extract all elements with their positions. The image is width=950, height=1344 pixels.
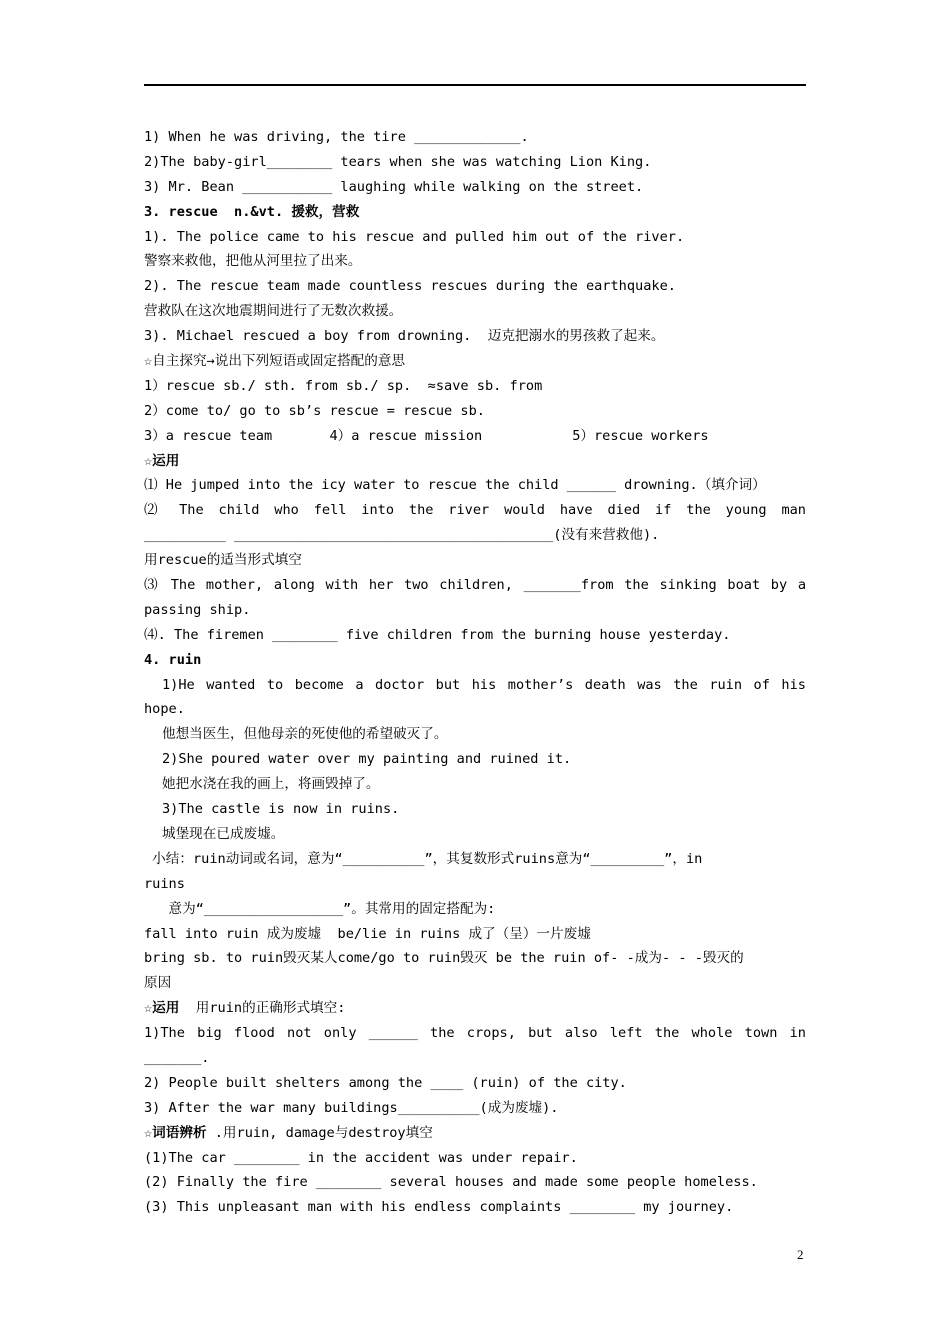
text-line: bring sb. to ruin毁灭某人come/go to ruin毁灭 be the ruin of- -成为- - -毁灭的	[144, 950, 744, 967]
text-line: 1)The big flood not only ______ the crops, but also left the whole town in	[144, 1025, 806, 1042]
text-line: 他想当医生，但他母亲的死使他的希望破灭了。	[162, 726, 448, 743]
text-line: (3) This unpleasant man with his endless complaints ________ my journey.	[144, 1199, 734, 1216]
text-line: 2）come to/ go to sb’s rescue = rescue sb.	[144, 402, 485, 419]
text-line: 城堡现在已成废墟。	[162, 825, 285, 842]
text-line: hope.	[144, 701, 185, 718]
text-line: 用rescue的适当形式填空	[144, 552, 302, 569]
text-line: ☆词语辨析 .用ruin, damage与destroy填空	[144, 1124, 433, 1141]
text-line: _______.	[144, 1049, 210, 1066]
text-line: ⑵ The child who fell into the river would have died if the young man	[144, 502, 806, 519]
text-line: ruins	[144, 875, 185, 892]
text-line: 3. rescue n.&vt. 援救，营救	[144, 203, 360, 220]
text-line: 3）a rescue team 4）a rescue mission 5）rescue workers	[144, 427, 709, 444]
text-line: ☆自主探究→说出下列短语或固定搭配的意思	[144, 353, 406, 370]
text-line: 3) Mr. Bean ___________ laughing while walking on the street.	[144, 178, 644, 195]
text-line: 2)The baby-girl________ tears when she was watching Lion King.	[144, 153, 652, 170]
text-line: ☆运用 用ruin的正确形式填空:	[144, 1000, 346, 1017]
text-line: (2) Finally the fire ________ several houses and made some people homeless.	[144, 1174, 758, 1191]
text-line: (1)The car ________ in the accident was under repair.	[144, 1149, 578, 1166]
text-line: __________ _______________________________________(没有来营救他).	[144, 527, 660, 544]
page-number: 2	[797, 1247, 804, 1262]
text-line: 小结：ruin动词或名词，意为“__________”，其复数形式ruins意为“_________”，in	[144, 850, 703, 867]
text-line: 意为“_________________”。其常用的固定搭配为:	[144, 900, 496, 917]
text-line: 3)The castle is now in ruins.	[162, 801, 400, 818]
header-rule	[144, 84, 806, 86]
text-line: 2)She poured water over my painting and ruined it.	[162, 751, 572, 768]
text-line: 1)He wanted to become a doctor but his mother’s death was the ruin of his	[162, 676, 806, 693]
text-line: passing ship.	[144, 601, 251, 618]
text-line: 原因	[144, 975, 172, 992]
text-line: 2). The rescue team made countless rescues during the earthquake.	[144, 278, 676, 295]
text-line: 2) People built shelters among the ____ (ruin) of the city.	[144, 1074, 627, 1091]
text-line: 3) After the war many buildings__________(成为废墟).	[144, 1099, 559, 1116]
text-line: ☆运用	[144, 452, 180, 469]
text-line: 3). Michael rescued a boy from drowning. 迈克把溺水的男孩救了起来。	[144, 328, 665, 345]
document-body	[144, 125, 806, 1220]
text-line: ⑶ The mother, along with her two children, _______from the sinking boat by a	[144, 577, 806, 594]
text-line: 营救队在这次地震期间进行了无数次救援。	[144, 303, 403, 320]
bold-heading: ☆运用	[144, 1000, 180, 1017]
bold-heading: ☆词语辨析	[144, 1124, 207, 1141]
text-line: 1）rescue sb./ sth. from sb./ sp. ≈save sb. from	[144, 377, 543, 394]
text-line: 警察来救他，把他从河里拉了出来。	[144, 253, 362, 270]
text-line: 1) When he was driving, the tire _____________.	[144, 129, 529, 145]
text-line: fall into ruin 成为废墟 be/lie in ruins 成了（呈）一片废墟	[144, 925, 591, 942]
text-line: ⑴ He jumped into the icy water to rescue the child ______ drowning.（填介词）	[144, 477, 766, 494]
text-line: 她把水浇在我的画上，将画毁掉了。	[162, 776, 380, 793]
text-line: 1). The police came to his rescue and pulled him out of the river.	[144, 228, 685, 245]
text-line: 4. ruin	[144, 651, 202, 668]
text-line: ⑷. The firemen ________ five children from the burning house yesterday.	[144, 626, 731, 643]
